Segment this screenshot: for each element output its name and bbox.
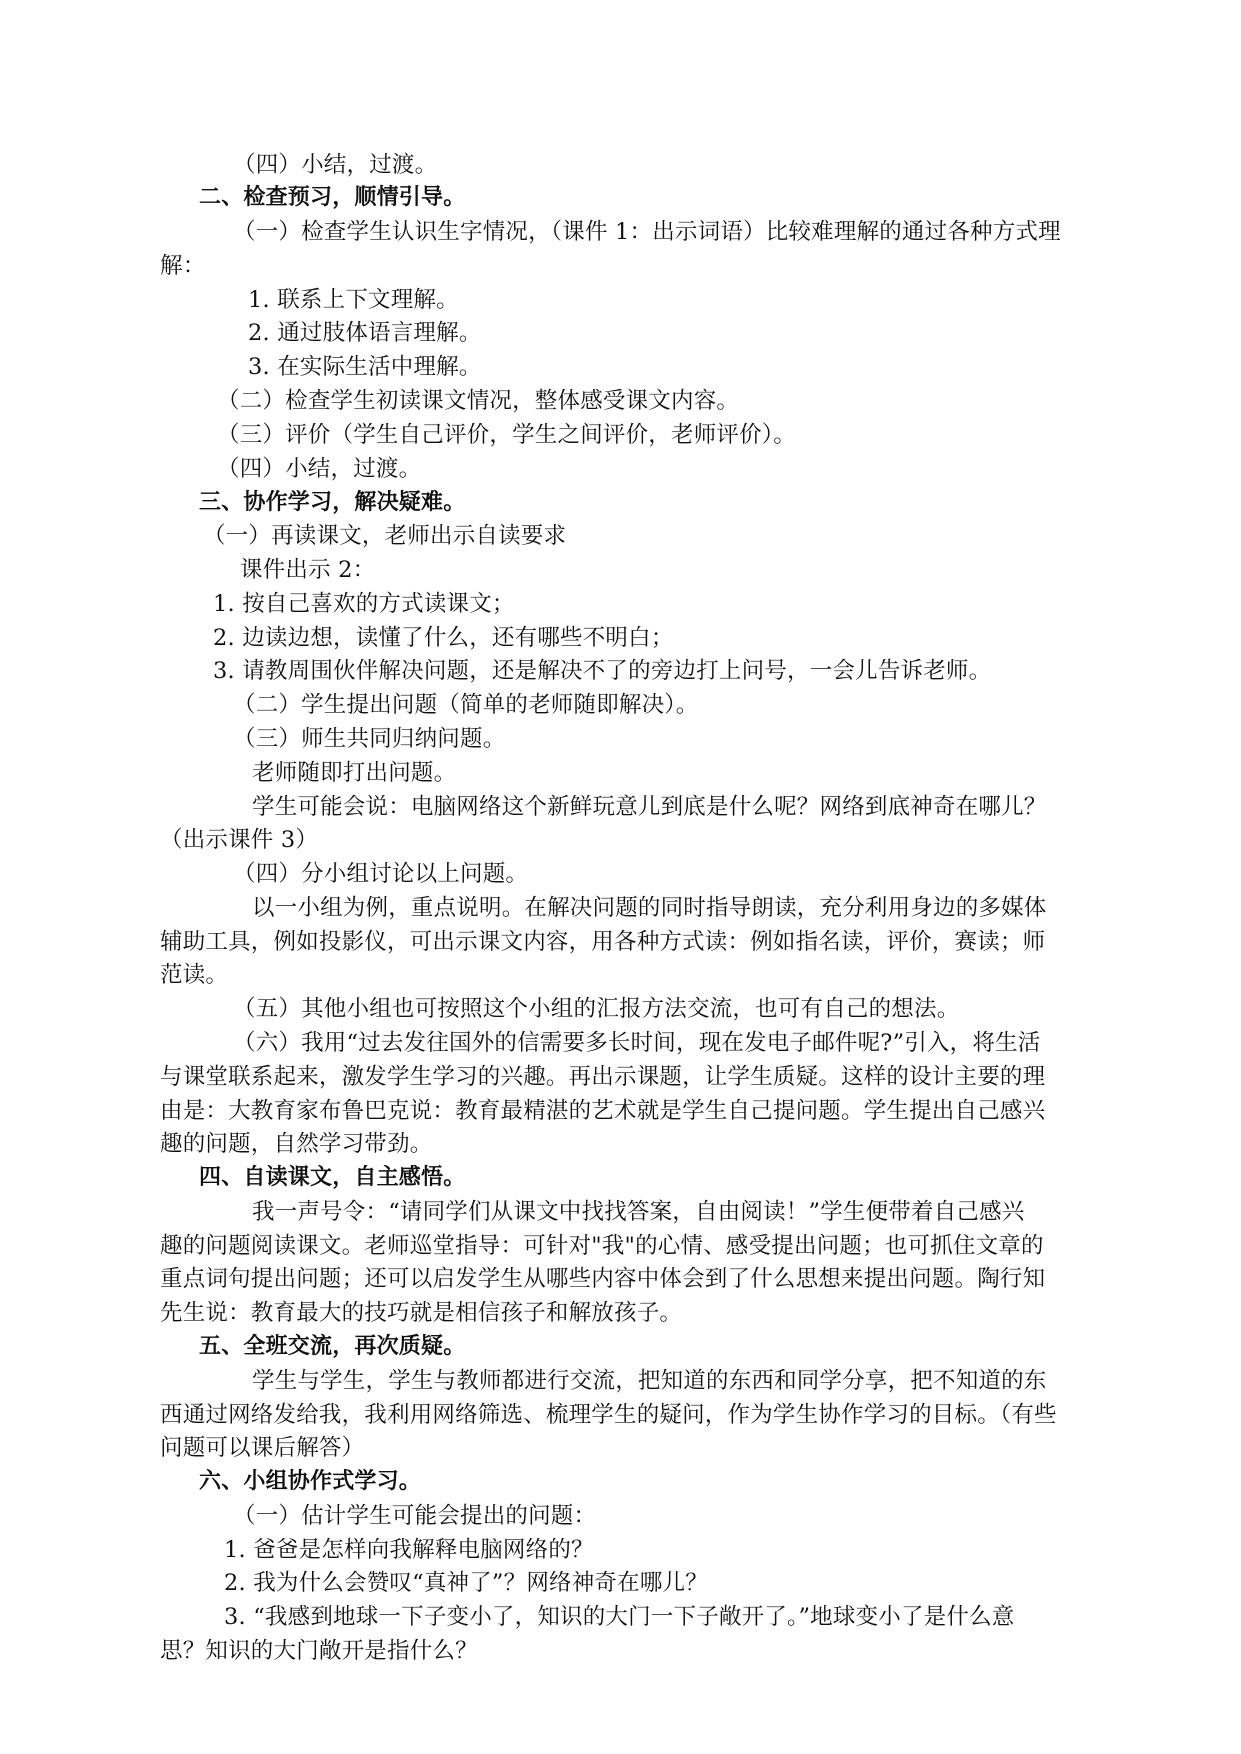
paragraph-line: 由是：大教育家布鲁巴克说：教育最精湛的艺术就是学生自己提问题。学生提出自己感兴 bbox=[160, 1098, 1046, 1124]
paragraph-line: （三）师生共同归纳问题。 bbox=[233, 726, 506, 752]
list-item: 2. 边读边想，读懂了什么，还有哪些不明白； bbox=[213, 625, 674, 651]
section-heading-4: 四、自读课文，自主感悟。 bbox=[199, 1165, 466, 1190]
paragraph-line: 趣的问题阅读课文。老师巡堂指导：可针对"我"的心情、感受提出问题；也可抓住文章的 bbox=[160, 1233, 1044, 1259]
list-item: 3. “我感到地球一下子变小了，知识的大门一下子敞开了。”地球变小了是什么意 bbox=[224, 1604, 1015, 1630]
paragraph-line: 思？知识的大门敞开是指什么？ bbox=[160, 1638, 478, 1664]
list-item: 2. 通过肢体语言理解。 bbox=[248, 320, 482, 346]
list-item: 3. 请教周围伙伴解决问题，还是解决不了的旁边打上问号，一会儿告诉老师。 bbox=[213, 658, 992, 684]
list-item: 3. 在实际生活中理解。 bbox=[248, 354, 482, 380]
paragraph-line: （四）小结，过渡。 bbox=[217, 456, 422, 482]
paragraph-line: 先生说：教育最大的技巧就是相信孩子和解放孩子。 bbox=[160, 1300, 683, 1326]
paragraph-line: 解： bbox=[160, 253, 206, 279]
section-heading-2: 二、检查预习，顺情引导。 bbox=[199, 185, 466, 210]
paragraph-line: 与课堂联系起来，激发学生学习的兴趣。再出示课题，让学生质疑。这样的设计主要的理 bbox=[160, 1064, 1046, 1090]
paragraph-line: （五）其他小组也可按照这个小组的汇报方法交流，也可有自己的想法。 bbox=[233, 996, 960, 1022]
list-item: 2. 我为什么会赞叹“真神了”？网络神奇在哪儿？ bbox=[224, 1570, 708, 1596]
paragraph-line: （六）我用“过去发往国外的信需要多长时间，现在发电子邮件呢?”引入，将生活 bbox=[233, 1030, 1041, 1056]
list-item: 1. 按自己喜欢的方式读课文； bbox=[213, 591, 515, 617]
paragraph-line: （四）分小组讨论以上问题。 bbox=[233, 861, 529, 887]
paragraph-line: 以一小组为例，重点说明。在解决问题的同时指导朗读，充分利用身边的多媒体 bbox=[252, 895, 1047, 921]
paragraph-line: 问题可以课后解答） bbox=[160, 1435, 365, 1461]
paragraph-line: 课件出示 2： bbox=[240, 557, 376, 583]
paragraph-line: 辅助工具，例如投影仪，可出示课文内容，用各种方式读：例如指名读，评价，赛读；师 bbox=[160, 929, 1046, 955]
paragraph-line: 我一声号令：“请同学们从课文中找找答案，自由阅读！”学生便带着自己感兴 bbox=[252, 1199, 1025, 1225]
paragraph-line: 学生与学生，学生与教师都进行交流，把知道的东西和同学分享，把不知道的东 bbox=[252, 1368, 1047, 1394]
paragraph-line: （一）估计学生可能会提出的问题： bbox=[233, 1503, 597, 1529]
paragraph-line: 学生可能会说：电脑网络这个新鲜玩意儿到底是什么呢？网络到底神奇在哪儿？ bbox=[252, 794, 1047, 820]
section-heading-5: 五、全班交流，再次质疑。 bbox=[199, 1334, 466, 1359]
list-item: 1. 联系上下文理解。 bbox=[248, 287, 459, 313]
paragraph-line: （一）检查学生认识生字情况，（课件 1：出示词语）比较难理解的通过各种方式理 bbox=[233, 219, 1061, 245]
paragraph-line: （出示课件 3） bbox=[160, 827, 319, 853]
paragraph-line: （二）学生提出问题（简单的老师随即解决）。 bbox=[233, 692, 699, 718]
paragraph-line: 范读。 bbox=[160, 962, 229, 988]
list-item: 1. 爸爸是怎样向我解释电脑网络的？ bbox=[224, 1537, 594, 1563]
paragraph-line: 趣的问题，自然学习带劲。 bbox=[160, 1131, 433, 1157]
section-heading-6: 六、小组协作式学习。 bbox=[199, 1469, 422, 1494]
paragraph-line: （二）检查学生初读课文情况，整体感受课文内容。 bbox=[217, 388, 740, 414]
section-summary-line: （四）小结，过渡。 bbox=[233, 152, 438, 178]
paragraph-line: 西通过网络发给我，我利用网络筛选、梳理学生的疑问，作为学生协作学习的目标。（有些 bbox=[160, 1402, 1057, 1428]
paragraph-line: （一）再读课文，老师出示自读要求 bbox=[203, 523, 567, 549]
paragraph-line: 老师随即打出问题。 bbox=[252, 760, 457, 786]
paragraph-line: 重点词句提出问题；还可以启发学生从哪些内容中体会到了什么思想来提出问题。陶行知 bbox=[160, 1266, 1046, 1292]
paragraph-line: （三）评价（学生自己评价，学生之间评价，老师评价）。 bbox=[217, 422, 796, 448]
section-heading-3: 三、协作学习，解决疑难。 bbox=[199, 490, 466, 515]
